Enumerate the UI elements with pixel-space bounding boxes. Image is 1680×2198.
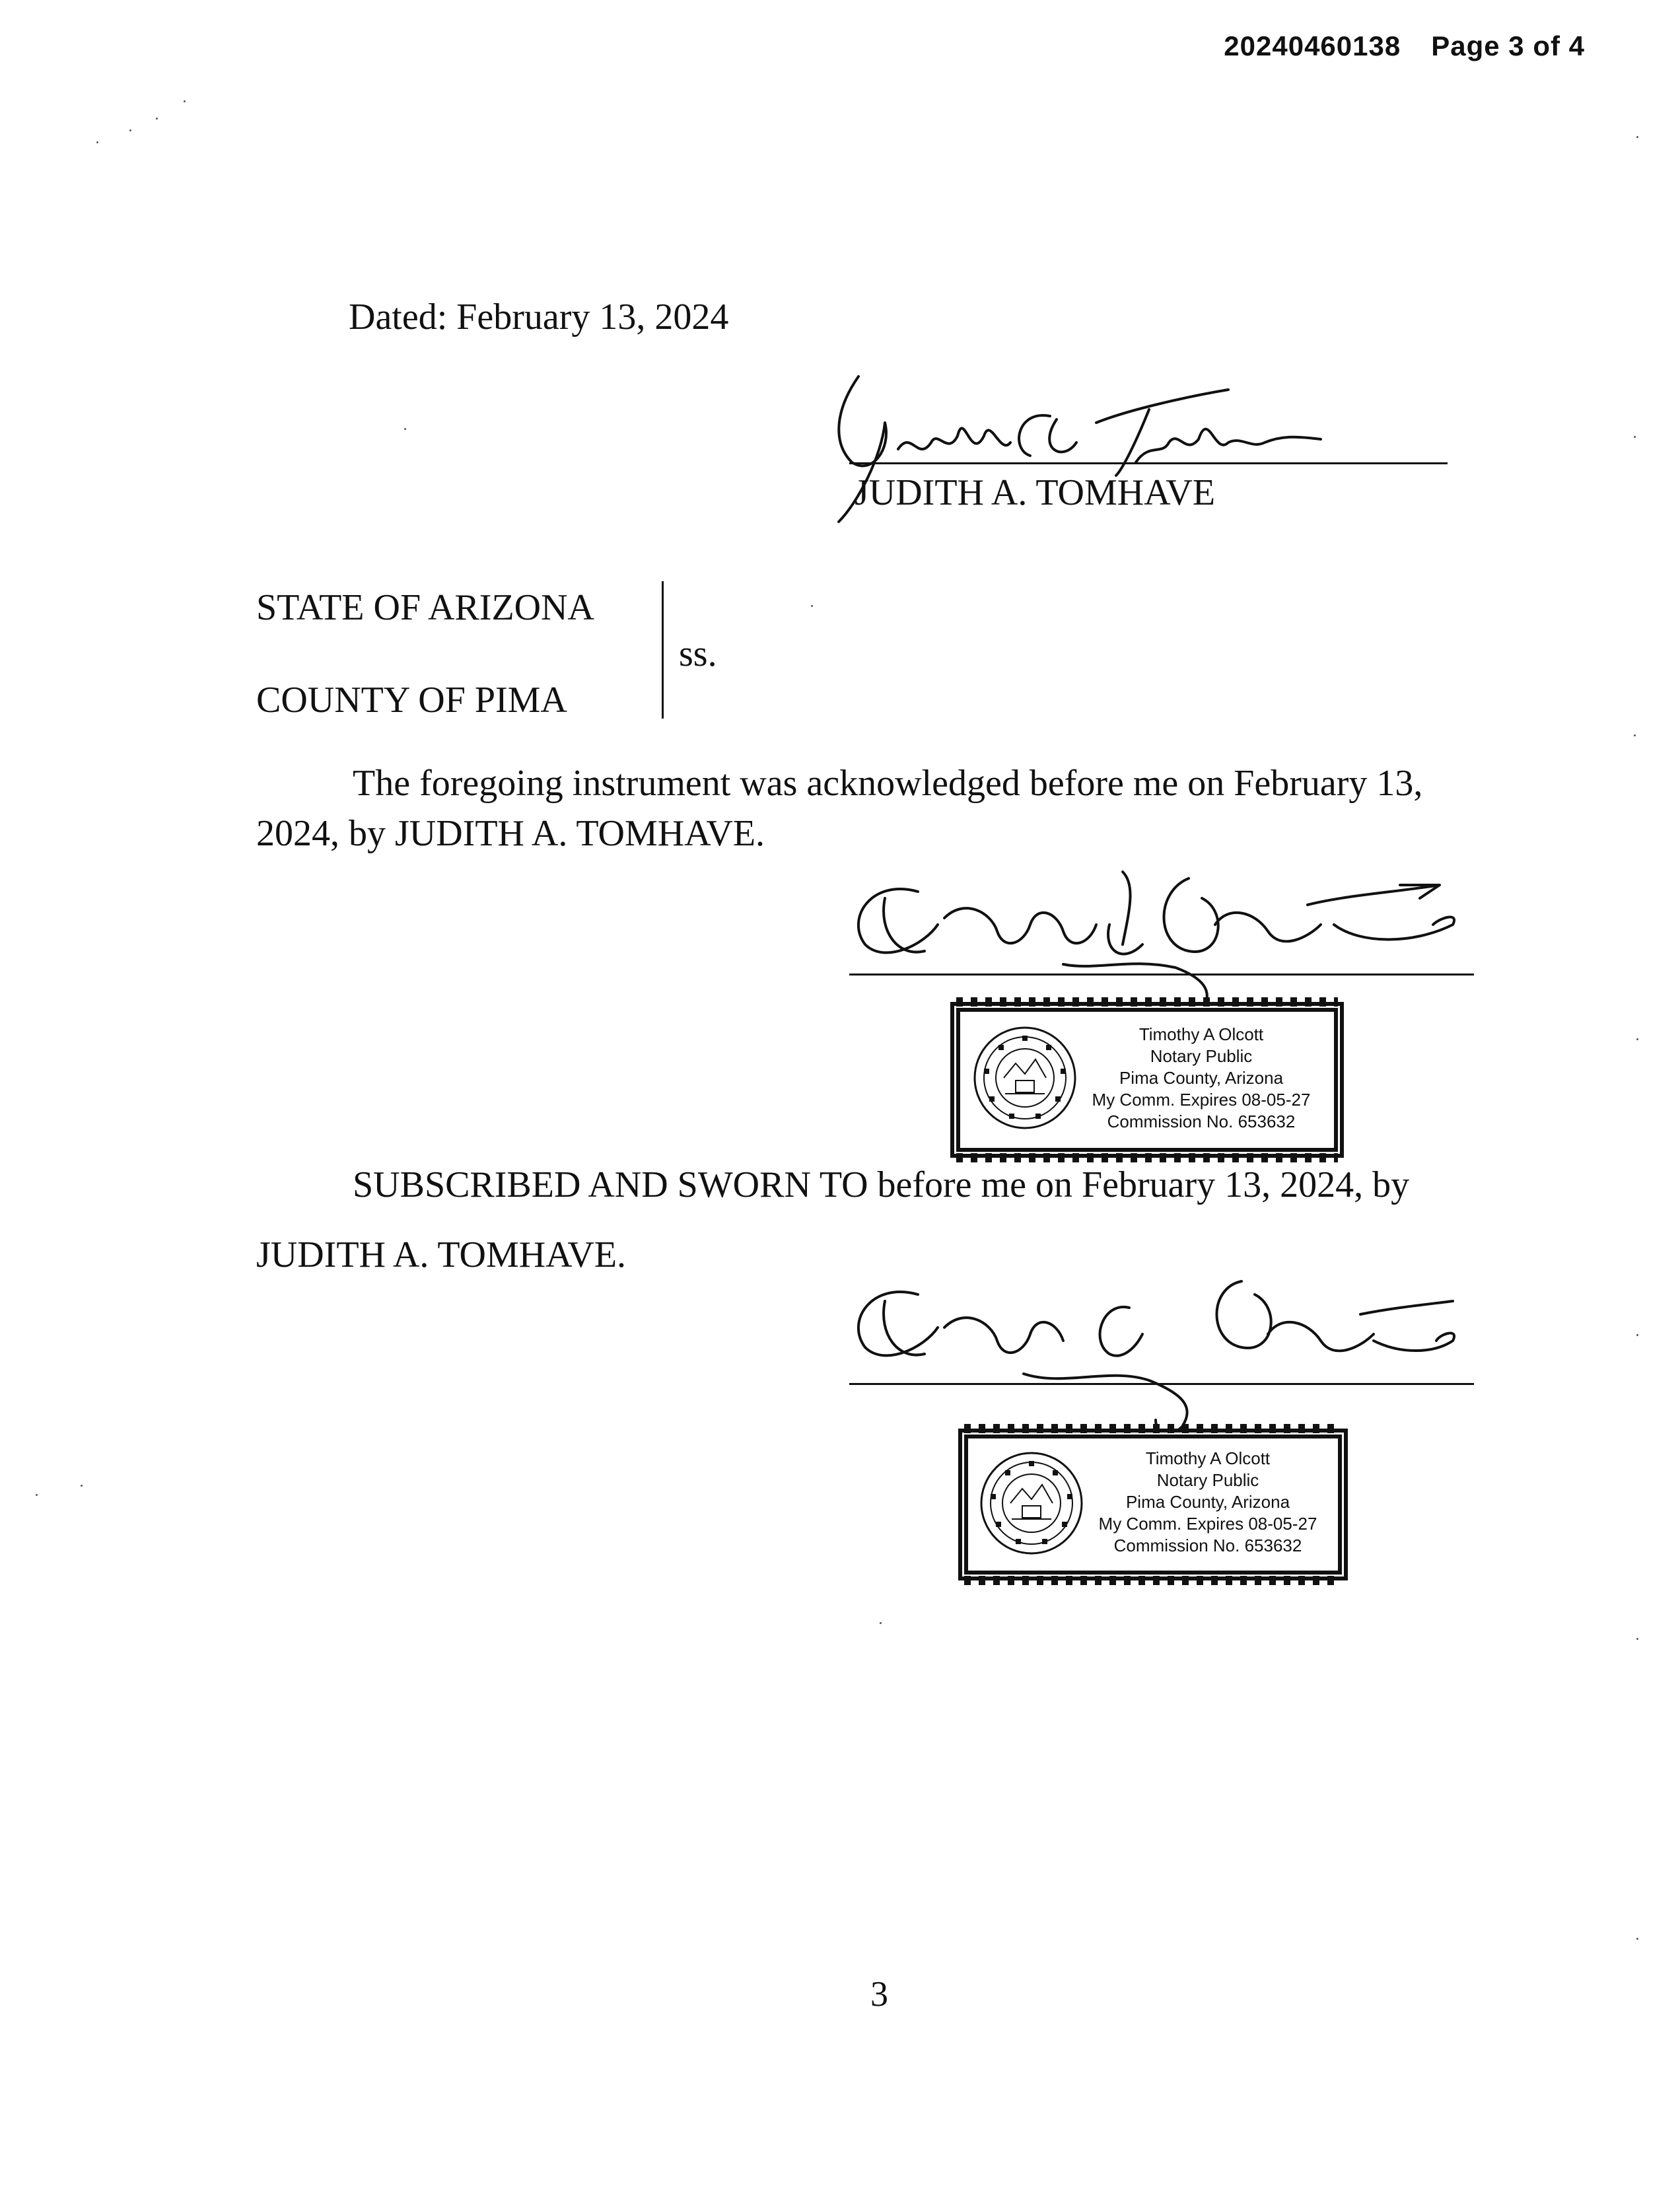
page-header [1193, 30, 1585, 62]
venue-bracket-line [662, 581, 664, 719]
venue-ss: ss. [679, 633, 717, 674]
page-indicator: Page 3 of 4 [1431, 30, 1585, 61]
scan-speck [404, 428, 406, 430]
seal-notary-title: Notary Public [1150, 1046, 1253, 1066]
signer-signature-line [849, 462, 1448, 464]
scan-speck [1636, 136, 1638, 138]
seal-notary-location: Pima County, Arizona [1119, 1068, 1284, 1088]
acknowledgment-line-2: 2024, by JUDITH A. TOMHAVE. [256, 813, 765, 854]
venue-state: STATE OF ARIZONA [256, 587, 594, 628]
scan-speck [811, 605, 813, 607]
seal-commission-expires: My Comm. Expires 08-05-27 [1098, 1514, 1317, 1534]
scan-speck [1634, 734, 1636, 736]
notary-seal-acknowledgment [956, 1008, 1338, 1152]
scan-speck [96, 141, 98, 143]
notary-signature-line-2 [849, 1383, 1474, 1385]
arizona-seal-icon [972, 1025, 1078, 1131]
notary-seal-jurat [964, 1435, 1342, 1575]
seal-commission-number: Commission No. 653632 [1107, 1112, 1296, 1131]
page-number: 3 [870, 1974, 888, 2014]
scan-speck [129, 129, 131, 131]
scan-speck [1636, 1334, 1638, 1336]
seal-notary-name: Timothy A Olcott [1145, 1448, 1271, 1468]
arizona-seal-icon [979, 1450, 1084, 1556]
scan-speck [36, 1494, 38, 1496]
jurat-line-1: SUBSCRIBED AND SWORN TO before me on February 13, 2024, by [353, 1164, 1410, 1205]
notary-signature-line-1 [849, 974, 1474, 975]
seal-notary-title: Notary Public [1156, 1470, 1259, 1490]
scan-speck [1636, 1038, 1638, 1040]
jurat-line-2: JUDITH A. TOMHAVE. [256, 1234, 627, 1275]
scan-speck [1636, 1638, 1638, 1640]
seal-commission-number: Commission No. 653632 [1113, 1536, 1302, 1555]
scan-speck [156, 118, 158, 120]
scan-speck [184, 100, 186, 102]
venue-county: COUNTY OF PIMA [256, 680, 567, 721]
document-number: 20240460138 [1224, 30, 1401, 61]
scan-speck [880, 1622, 882, 1624]
acknowledgment-line-1: The foregoing instrument was acknowledged before me on February 13, [353, 763, 1423, 804]
scan-speck [1636, 1938, 1638, 1940]
scan-speck [1634, 436, 1636, 438]
seal-notary-location: Pima County, Arizona [1125, 1492, 1290, 1512]
signer-name: JUDITH A. TOMHAVE [855, 472, 1216, 513]
dated-line: Dated: February 13, 2024 [349, 297, 729, 337]
seal-notary-name: Timothy A Olcott [1138, 1024, 1264, 1044]
seal-commission-expires: My Comm. Expires 08-05-27 [1092, 1090, 1311, 1110]
scan-speck [81, 1485, 83, 1487]
